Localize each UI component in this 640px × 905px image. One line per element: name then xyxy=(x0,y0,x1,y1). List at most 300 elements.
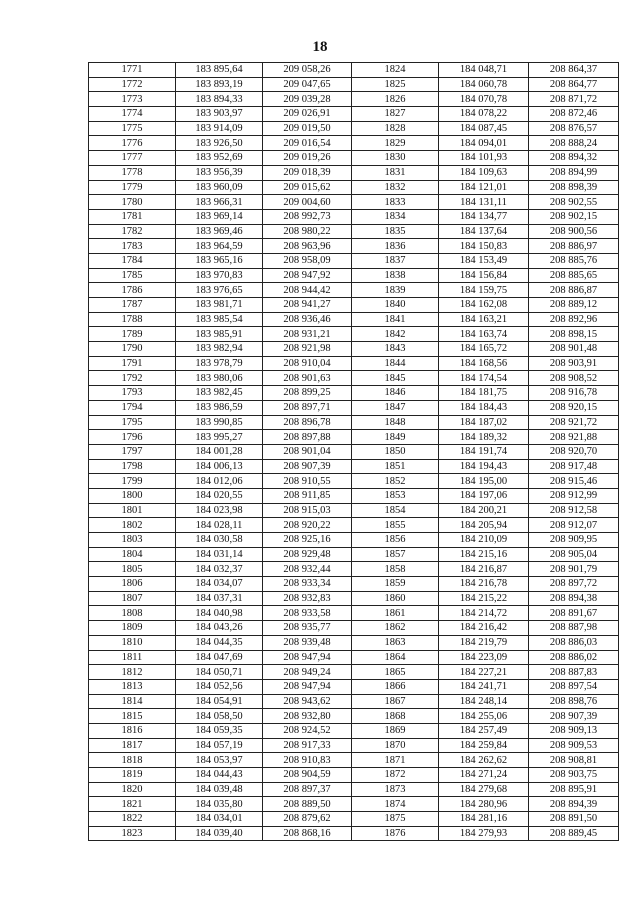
point-number-left-cell: 1818 xyxy=(89,753,176,768)
x-coordinate-left-cell: 183 981,71 xyxy=(176,298,263,313)
y-coordinate-right-cell: 208 897,54 xyxy=(529,679,619,694)
x-coordinate-right-cell: 184 087,45 xyxy=(439,121,529,136)
y-coordinate-left-cell: 209 019,26 xyxy=(263,151,352,166)
y-coordinate-right-cell: 208 886,87 xyxy=(529,283,619,298)
table-row xyxy=(89,694,619,709)
x-coordinate-right-cell: 184 184,43 xyxy=(439,400,529,415)
table-row xyxy=(89,533,619,548)
point-number-right-cell: 1858 xyxy=(352,562,439,577)
x-coordinate-left-cell: 183 982,45 xyxy=(176,386,263,401)
point-number-right-cell: 1848 xyxy=(352,415,439,430)
y-coordinate-left-cell: 208 943,62 xyxy=(263,694,352,709)
point-number-right-cell: 1861 xyxy=(352,606,439,621)
x-coordinate-left-cell: 184 054,91 xyxy=(176,694,263,709)
x-coordinate-right-cell: 184 215,22 xyxy=(439,591,529,606)
y-coordinate-left-cell: 208 992,73 xyxy=(263,209,352,224)
y-coordinate-left-cell: 209 015,62 xyxy=(263,180,352,195)
y-coordinate-right-cell: 208 894,99 xyxy=(529,165,619,180)
x-coordinate-right-cell: 184 094,01 xyxy=(439,136,529,151)
x-coordinate-right-cell: 184 159,75 xyxy=(439,283,529,298)
table-row xyxy=(89,503,619,518)
table-row xyxy=(89,768,619,783)
y-coordinate-right-cell: 208 902,55 xyxy=(529,195,619,210)
y-coordinate-left-cell: 208 933,34 xyxy=(263,577,352,592)
point-number-left-cell: 1800 xyxy=(89,488,176,503)
x-coordinate-left-cell: 184 023,98 xyxy=(176,503,263,518)
table-row xyxy=(89,812,619,827)
point-number-left-cell: 1791 xyxy=(89,356,176,371)
y-coordinate-left-cell: 208 949,24 xyxy=(263,665,352,680)
y-coordinate-right-cell: 208 898,76 xyxy=(529,694,619,709)
table-row xyxy=(89,239,619,254)
y-coordinate-left-cell: 208 935,77 xyxy=(263,621,352,636)
x-coordinate-left-cell: 183 969,14 xyxy=(176,209,263,224)
table-row xyxy=(89,474,619,489)
point-number-left-cell: 1805 xyxy=(89,562,176,577)
table-row xyxy=(89,180,619,195)
x-coordinate-left-cell: 183 893,19 xyxy=(176,77,263,92)
y-coordinate-right-cell: 208 876,57 xyxy=(529,121,619,136)
x-coordinate-right-cell: 184 215,16 xyxy=(439,547,529,562)
x-coordinate-left-cell: 184 039,40 xyxy=(176,826,263,841)
x-coordinate-left-cell: 184 030,58 xyxy=(176,533,263,548)
point-number-left-cell: 1807 xyxy=(89,591,176,606)
point-number-left-cell: 1792 xyxy=(89,371,176,386)
x-coordinate-left-cell: 184 052,56 xyxy=(176,679,263,694)
y-coordinate-right-cell: 208 894,39 xyxy=(529,797,619,812)
point-number-left-cell: 1804 xyxy=(89,547,176,562)
table-row xyxy=(89,665,619,680)
point-number-right-cell: 1831 xyxy=(352,165,439,180)
point-number-left-cell: 1795 xyxy=(89,415,176,430)
table-row xyxy=(89,253,619,268)
point-number-right-cell: 1833 xyxy=(352,195,439,210)
y-coordinate-right-cell: 208 921,88 xyxy=(529,430,619,445)
point-number-left-cell: 1796 xyxy=(89,430,176,445)
x-coordinate-left-cell: 184 037,31 xyxy=(176,591,263,606)
y-coordinate-right-cell: 208 901,79 xyxy=(529,562,619,577)
x-coordinate-right-cell: 184 259,84 xyxy=(439,738,529,753)
x-coordinate-right-cell: 184 070,78 xyxy=(439,92,529,107)
coordinates-table-body xyxy=(89,63,619,841)
x-coordinate-left-cell: 183 895,64 xyxy=(176,63,263,78)
x-coordinate-right-cell: 184 241,71 xyxy=(439,679,529,694)
y-coordinate-left-cell: 208 936,46 xyxy=(263,312,352,327)
y-coordinate-left-cell: 209 019,50 xyxy=(263,121,352,136)
point-number-right-cell: 1868 xyxy=(352,709,439,724)
y-coordinate-right-cell: 208 891,50 xyxy=(529,812,619,827)
point-number-left-cell: 1784 xyxy=(89,253,176,268)
point-number-right-cell: 1866 xyxy=(352,679,439,694)
x-coordinate-left-cell: 184 044,35 xyxy=(176,635,263,650)
point-number-right-cell: 1844 xyxy=(352,356,439,371)
point-number-right-cell: 1855 xyxy=(352,518,439,533)
x-coordinate-right-cell: 184 223,09 xyxy=(439,650,529,665)
table-row xyxy=(89,312,619,327)
y-coordinate-right-cell: 208 898,39 xyxy=(529,180,619,195)
table-row xyxy=(89,356,619,371)
point-number-right-cell: 1824 xyxy=(352,63,439,78)
point-number-right-cell: 1842 xyxy=(352,327,439,342)
point-number-right-cell: 1864 xyxy=(352,650,439,665)
x-coordinate-left-cell: 184 047,69 xyxy=(176,650,263,665)
table-row xyxy=(89,327,619,342)
y-coordinate-left-cell: 208 910,55 xyxy=(263,474,352,489)
y-coordinate-left-cell: 208 917,33 xyxy=(263,738,352,753)
table-row xyxy=(89,151,619,166)
point-number-right-cell: 1840 xyxy=(352,298,439,313)
point-number-right-cell: 1869 xyxy=(352,723,439,738)
x-coordinate-left-cell: 184 059,35 xyxy=(176,723,263,738)
x-coordinate-right-cell: 184 150,83 xyxy=(439,239,529,254)
x-coordinate-right-cell: 184 197,06 xyxy=(439,488,529,503)
table-row xyxy=(89,63,619,78)
x-coordinate-left-cell: 183 969,46 xyxy=(176,224,263,239)
y-coordinate-left-cell: 208 907,39 xyxy=(263,459,352,474)
y-coordinate-left-cell: 208 911,85 xyxy=(263,488,352,503)
point-number-right-cell: 1859 xyxy=(352,577,439,592)
table-row xyxy=(89,577,619,592)
point-number-left-cell: 1811 xyxy=(89,650,176,665)
y-coordinate-left-cell: 208 868,16 xyxy=(263,826,352,841)
x-coordinate-right-cell: 184 162,08 xyxy=(439,298,529,313)
point-number-left-cell: 1778 xyxy=(89,165,176,180)
y-coordinate-right-cell: 208 897,72 xyxy=(529,577,619,592)
point-number-left-cell: 1772 xyxy=(89,77,176,92)
y-coordinate-left-cell: 208 904,59 xyxy=(263,768,352,783)
table-row xyxy=(89,797,619,812)
y-coordinate-left-cell: 208 910,83 xyxy=(263,753,352,768)
point-number-left-cell: 1780 xyxy=(89,195,176,210)
x-coordinate-right-cell: 184 262,62 xyxy=(439,753,529,768)
point-number-right-cell: 1876 xyxy=(352,826,439,841)
x-coordinate-left-cell: 183 952,69 xyxy=(176,151,263,166)
point-number-right-cell: 1872 xyxy=(352,768,439,783)
point-number-right-cell: 1843 xyxy=(352,342,439,357)
point-number-left-cell: 1812 xyxy=(89,665,176,680)
y-coordinate-left-cell: 208 897,88 xyxy=(263,430,352,445)
x-coordinate-right-cell: 184 174,54 xyxy=(439,371,529,386)
point-number-right-cell: 1871 xyxy=(352,753,439,768)
y-coordinate-right-cell: 208 917,48 xyxy=(529,459,619,474)
x-coordinate-right-cell: 184 163,21 xyxy=(439,312,529,327)
x-coordinate-right-cell: 184 131,11 xyxy=(439,195,529,210)
y-coordinate-right-cell: 208 892,96 xyxy=(529,312,619,327)
table-row xyxy=(89,298,619,313)
x-coordinate-left-cell: 183 982,94 xyxy=(176,342,263,357)
x-coordinate-right-cell: 184 153,49 xyxy=(439,253,529,268)
point-number-left-cell: 1803 xyxy=(89,533,176,548)
point-number-left-cell: 1809 xyxy=(89,621,176,636)
x-coordinate-right-cell: 184 109,63 xyxy=(439,165,529,180)
table-row xyxy=(89,400,619,415)
point-number-left-cell: 1822 xyxy=(89,812,176,827)
y-coordinate-left-cell: 209 018,39 xyxy=(263,165,352,180)
table-row xyxy=(89,165,619,180)
x-coordinate-left-cell: 183 990,85 xyxy=(176,415,263,430)
y-coordinate-left-cell: 208 897,71 xyxy=(263,400,352,415)
table-row xyxy=(89,283,619,298)
table-row xyxy=(89,518,619,533)
x-coordinate-right-cell: 184 134,77 xyxy=(439,209,529,224)
table-row xyxy=(89,121,619,136)
point-number-left-cell: 1789 xyxy=(89,327,176,342)
x-coordinate-right-cell: 184 137,64 xyxy=(439,224,529,239)
y-coordinate-right-cell: 208 894,38 xyxy=(529,591,619,606)
y-coordinate-left-cell: 208 963,96 xyxy=(263,239,352,254)
x-coordinate-left-cell: 184 006,13 xyxy=(176,459,263,474)
x-coordinate-right-cell: 184 191,74 xyxy=(439,444,529,459)
x-coordinate-right-cell: 184 281,16 xyxy=(439,812,529,827)
point-number-right-cell: 1875 xyxy=(352,812,439,827)
point-number-right-cell: 1850 xyxy=(352,444,439,459)
y-coordinate-right-cell: 208 898,15 xyxy=(529,327,619,342)
x-coordinate-left-cell: 183 914,09 xyxy=(176,121,263,136)
point-number-left-cell: 1793 xyxy=(89,386,176,401)
x-coordinate-left-cell: 184 034,07 xyxy=(176,577,263,592)
point-number-right-cell: 1854 xyxy=(352,503,439,518)
y-coordinate-left-cell: 208 921,98 xyxy=(263,342,352,357)
point-number-left-cell: 1816 xyxy=(89,723,176,738)
point-number-right-cell: 1827 xyxy=(352,107,439,122)
y-coordinate-right-cell: 208 886,03 xyxy=(529,635,619,650)
point-number-right-cell: 1870 xyxy=(352,738,439,753)
x-coordinate-right-cell: 184 078,22 xyxy=(439,107,529,122)
y-coordinate-right-cell: 208 912,07 xyxy=(529,518,619,533)
y-coordinate-left-cell: 208 932,80 xyxy=(263,709,352,724)
x-coordinate-left-cell: 183 903,97 xyxy=(176,107,263,122)
y-coordinate-left-cell: 208 924,52 xyxy=(263,723,352,738)
x-coordinate-left-cell: 183 926,50 xyxy=(176,136,263,151)
point-number-right-cell: 1867 xyxy=(352,694,439,709)
y-coordinate-left-cell: 208 929,48 xyxy=(263,547,352,562)
y-coordinate-right-cell: 208 920,15 xyxy=(529,400,619,415)
point-number-left-cell: 1801 xyxy=(89,503,176,518)
x-coordinate-right-cell: 184 219,79 xyxy=(439,635,529,650)
point-number-right-cell: 1837 xyxy=(352,253,439,268)
point-number-left-cell: 1771 xyxy=(89,63,176,78)
y-coordinate-right-cell: 208 886,02 xyxy=(529,650,619,665)
point-number-left-cell: 1797 xyxy=(89,444,176,459)
table-row xyxy=(89,92,619,107)
point-number-left-cell: 1781 xyxy=(89,209,176,224)
y-coordinate-left-cell: 208 947,94 xyxy=(263,679,352,694)
point-number-left-cell: 1799 xyxy=(89,474,176,489)
x-coordinate-left-cell: 183 978,79 xyxy=(176,356,263,371)
y-coordinate-left-cell: 208 931,21 xyxy=(263,327,352,342)
y-coordinate-right-cell: 208 901,48 xyxy=(529,342,619,357)
x-coordinate-left-cell: 184 044,43 xyxy=(176,768,263,783)
y-coordinate-left-cell: 209 004,60 xyxy=(263,195,352,210)
point-number-right-cell: 1862 xyxy=(352,621,439,636)
x-coordinate-right-cell: 184 216,78 xyxy=(439,577,529,592)
point-number-right-cell: 1874 xyxy=(352,797,439,812)
y-coordinate-left-cell: 209 016,54 xyxy=(263,136,352,151)
y-coordinate-left-cell: 208 901,63 xyxy=(263,371,352,386)
table-row xyxy=(89,386,619,401)
table-row xyxy=(89,444,619,459)
point-number-right-cell: 1845 xyxy=(352,371,439,386)
point-number-left-cell: 1776 xyxy=(89,136,176,151)
y-coordinate-left-cell: 208 889,50 xyxy=(263,797,352,812)
point-number-left-cell: 1774 xyxy=(89,107,176,122)
point-number-right-cell: 1853 xyxy=(352,488,439,503)
x-coordinate-left-cell: 184 039,48 xyxy=(176,782,263,797)
y-coordinate-left-cell: 208 896,78 xyxy=(263,415,352,430)
table-row xyxy=(89,488,619,503)
x-coordinate-right-cell: 184 255,06 xyxy=(439,709,529,724)
table-row xyxy=(89,268,619,283)
x-coordinate-right-cell: 184 210,09 xyxy=(439,533,529,548)
y-coordinate-right-cell: 208 887,83 xyxy=(529,665,619,680)
x-coordinate-left-cell: 184 028,11 xyxy=(176,518,263,533)
x-coordinate-left-cell: 184 001,28 xyxy=(176,444,263,459)
x-coordinate-right-cell: 184 195,00 xyxy=(439,474,529,489)
x-coordinate-left-cell: 183 970,83 xyxy=(176,268,263,283)
point-number-left-cell: 1787 xyxy=(89,298,176,313)
x-coordinate-left-cell: 183 966,31 xyxy=(176,195,263,210)
x-coordinate-right-cell: 184 248,14 xyxy=(439,694,529,709)
x-coordinate-right-cell: 184 271,24 xyxy=(439,768,529,783)
point-number-right-cell: 1851 xyxy=(352,459,439,474)
y-coordinate-right-cell: 208 888,24 xyxy=(529,136,619,151)
x-coordinate-left-cell: 183 985,91 xyxy=(176,327,263,342)
x-coordinate-right-cell: 184 257,49 xyxy=(439,723,529,738)
x-coordinate-left-cell: 184 050,71 xyxy=(176,665,263,680)
y-coordinate-right-cell: 208 909,53 xyxy=(529,738,619,753)
x-coordinate-left-cell: 184 057,19 xyxy=(176,738,263,753)
point-number-right-cell: 1836 xyxy=(352,239,439,254)
point-number-left-cell: 1783 xyxy=(89,239,176,254)
coordinates-table xyxy=(88,62,619,841)
y-coordinate-right-cell: 208 907,39 xyxy=(529,709,619,724)
table-row xyxy=(89,136,619,151)
point-number-left-cell: 1790 xyxy=(89,342,176,357)
point-number-left-cell: 1810 xyxy=(89,635,176,650)
x-coordinate-left-cell: 184 053,97 xyxy=(176,753,263,768)
x-coordinate-left-cell: 183 956,39 xyxy=(176,165,263,180)
y-coordinate-right-cell: 208 902,15 xyxy=(529,209,619,224)
point-number-left-cell: 1814 xyxy=(89,694,176,709)
x-coordinate-left-cell: 184 012,06 xyxy=(176,474,263,489)
point-number-right-cell: 1847 xyxy=(352,400,439,415)
table-row xyxy=(89,650,619,665)
y-coordinate-left-cell: 208 915,03 xyxy=(263,503,352,518)
x-coordinate-left-cell: 183 965,16 xyxy=(176,253,263,268)
y-coordinate-right-cell: 208 916,78 xyxy=(529,386,619,401)
y-coordinate-left-cell: 208 879,62 xyxy=(263,812,352,827)
y-coordinate-left-cell: 208 925,16 xyxy=(263,533,352,548)
x-coordinate-left-cell: 184 032,37 xyxy=(176,562,263,577)
point-number-right-cell: 1835 xyxy=(352,224,439,239)
table-row xyxy=(89,826,619,841)
table-row xyxy=(89,635,619,650)
point-number-right-cell: 1849 xyxy=(352,430,439,445)
table-row xyxy=(89,723,619,738)
x-coordinate-right-cell: 184 279,68 xyxy=(439,782,529,797)
point-number-left-cell: 1785 xyxy=(89,268,176,283)
y-coordinate-left-cell: 208 932,83 xyxy=(263,591,352,606)
y-coordinate-right-cell: 208 864,37 xyxy=(529,63,619,78)
x-coordinate-right-cell: 184 194,43 xyxy=(439,459,529,474)
point-number-right-cell: 1828 xyxy=(352,121,439,136)
point-number-left-cell: 1786 xyxy=(89,283,176,298)
x-coordinate-right-cell: 184 279,93 xyxy=(439,826,529,841)
point-number-right-cell: 1841 xyxy=(352,312,439,327)
x-coordinate-right-cell: 184 280,96 xyxy=(439,797,529,812)
table-row xyxy=(89,709,619,724)
point-number-right-cell: 1846 xyxy=(352,386,439,401)
point-number-right-cell: 1838 xyxy=(352,268,439,283)
table-row xyxy=(89,562,619,577)
point-number-right-cell: 1825 xyxy=(352,77,439,92)
y-coordinate-left-cell: 208 941,27 xyxy=(263,298,352,313)
point-number-left-cell: 1779 xyxy=(89,180,176,195)
x-coordinate-left-cell: 183 986,59 xyxy=(176,400,263,415)
x-coordinate-left-cell: 184 034,01 xyxy=(176,812,263,827)
x-coordinate-left-cell: 183 964,59 xyxy=(176,239,263,254)
point-number-left-cell: 1819 xyxy=(89,768,176,783)
y-coordinate-right-cell: 208 921,72 xyxy=(529,415,619,430)
table-row xyxy=(89,738,619,753)
y-coordinate-right-cell: 208 864,77 xyxy=(529,77,619,92)
point-number-right-cell: 1873 xyxy=(352,782,439,797)
y-coordinate-right-cell: 208 891,67 xyxy=(529,606,619,621)
x-coordinate-right-cell: 184 205,94 xyxy=(439,518,529,533)
x-coordinate-left-cell: 184 035,80 xyxy=(176,797,263,812)
point-number-left-cell: 1794 xyxy=(89,400,176,415)
y-coordinate-left-cell: 208 939,48 xyxy=(263,635,352,650)
point-number-right-cell: 1830 xyxy=(352,151,439,166)
page-number: 18 xyxy=(312,39,328,55)
y-coordinate-right-cell: 208 915,46 xyxy=(529,474,619,489)
y-coordinate-right-cell: 208 871,72 xyxy=(529,92,619,107)
y-coordinate-left-cell: 208 958,09 xyxy=(263,253,352,268)
x-coordinate-left-cell: 183 995,27 xyxy=(176,430,263,445)
point-number-right-cell: 1834 xyxy=(352,209,439,224)
table-row xyxy=(89,459,619,474)
y-coordinate-right-cell: 208 894,32 xyxy=(529,151,619,166)
x-coordinate-right-cell: 184 216,87 xyxy=(439,562,529,577)
x-coordinate-right-cell: 184 214,72 xyxy=(439,606,529,621)
point-number-left-cell: 1817 xyxy=(89,738,176,753)
table-row xyxy=(89,371,619,386)
x-coordinate-left-cell: 183 960,09 xyxy=(176,180,263,195)
y-coordinate-right-cell: 208 908,81 xyxy=(529,753,619,768)
table-row xyxy=(89,679,619,694)
point-number-right-cell: 1865 xyxy=(352,665,439,680)
table-row xyxy=(89,195,619,210)
y-coordinate-left-cell: 208 932,44 xyxy=(263,562,352,577)
x-coordinate-right-cell: 184 048,71 xyxy=(439,63,529,78)
point-number-right-cell: 1826 xyxy=(352,92,439,107)
table-row xyxy=(89,591,619,606)
y-coordinate-right-cell: 208 887,98 xyxy=(529,621,619,636)
x-coordinate-left-cell: 184 020,55 xyxy=(176,488,263,503)
point-number-left-cell: 1775 xyxy=(89,121,176,136)
x-coordinate-right-cell: 184 181,75 xyxy=(439,386,529,401)
y-coordinate-left-cell: 208 980,22 xyxy=(263,224,352,239)
y-coordinate-right-cell: 208 900,56 xyxy=(529,224,619,239)
table-row xyxy=(89,782,619,797)
x-coordinate-right-cell: 184 187,02 xyxy=(439,415,529,430)
point-number-left-cell: 1782 xyxy=(89,224,176,239)
point-number-left-cell: 1788 xyxy=(89,312,176,327)
point-number-right-cell: 1856 xyxy=(352,533,439,548)
y-coordinate-right-cell: 208 903,91 xyxy=(529,356,619,371)
y-coordinate-right-cell: 208 885,76 xyxy=(529,253,619,268)
point-number-left-cell: 1823 xyxy=(89,826,176,841)
